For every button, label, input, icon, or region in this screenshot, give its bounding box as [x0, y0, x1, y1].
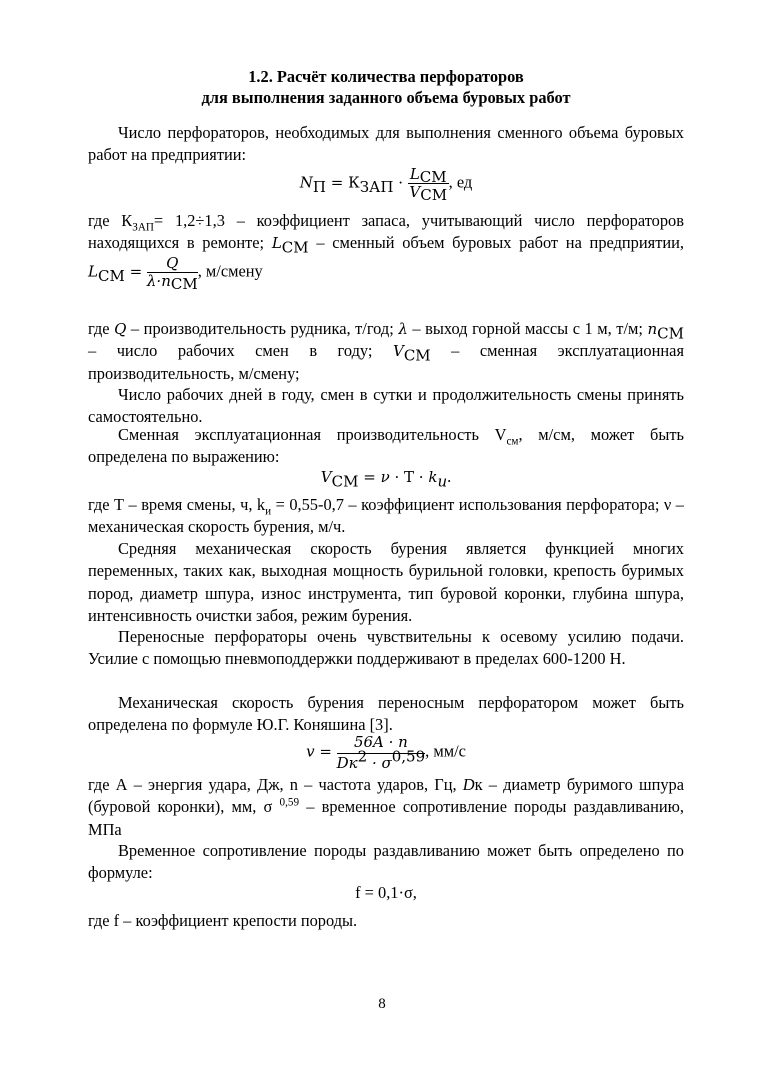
- paragraph-hardness-definition: где f – коэффициент крепости породы.: [88, 911, 358, 930]
- formula-shift-productivity: $V_{СМ} = \nu \cdot Т \cdot k_и$.: [320, 467, 452, 491]
- paragraph-shift-productivity: Сменная эксплуатационная производительность $V_{см}$, м/см, может быть определена по выражению:: [88, 425, 684, 467]
- section-title-line-2: для выполнения заданного объема буровых работ: [201, 88, 571, 107]
- paragraph-reserve-coefficient: где $К_{ЗАП}= 1,2\div 1,3$ – коэффициент запаса, учитывающий число перфораторов находящихся в ремонте; $L_{СМ}$ – сменный объем буровых работ на предприятии, $L_{СМ}$ = $\frac{Q}{\lambda\cdot n_{СМ}}$ , м/смену: [88, 211, 684, 294]
- formula-fraction-l-over-v: $\frac{L_{СМ}}{V_{СМ}}$: [409, 165, 448, 205]
- formula-hardness-coefficient: f = 0,1·σ,: [355, 883, 417, 902]
- paragraph-drilling-speed-factors: Средняя механическая скорость бурения является функцией многих переменных, таких как, выходная мощность бурильной головки, крепость буримых пород, диаметр шпура, износ инструмента, тип буровой коронки, глубина шпура, интенсивность очистки забоя, режим бурения.: [88, 539, 684, 626]
- paragraph-konyashin-formula-intro: Механическая скорость бурения переносным перфоратором может быть определена по формуле Ю.Г. Коняшина [3].: [88, 693, 684, 735]
- paragraph-variable-definitions: где Q – производительность рудника, т/год; λ – выход горной массы с 1 м, т/м; $n_{СМ}$ – число рабочих смен в году; $V_{СМ}$ – сменная эксплуатационная производительность, м/смену;: [88, 319, 684, 383]
- paragraph-utilization-coefficient: где Т – время смены, ч, $k_и = 0,55-0,7$ – коэффициент использования перфоратора; ν – механическая скорость бурения, м/ч.: [88, 495, 684, 537]
- formula-drilling-speed: v = $\frac{56A \cdot n}{Dк^2 \cdot \sigma^{0,59}}$ , мм/с: [306, 733, 466, 772]
- paragraph-intro: Число перфораторов, необходимых для выполнения сменного объема буровых работ на предприятии:: [88, 123, 684, 165]
- formula-fraction-q-over-n: $\frac{Q}{\lambda\cdot n_{СМ}}$: [146, 253, 198, 294]
- formula-number-of-drills: $N_П = К_{ЗАП}$ · $\frac{L_{СМ}}{V_{СМ}}$ , ед: [299, 165, 473, 205]
- paragraph-compressive-strength: Временное сопротивление породы раздавливанию может быть определено по формуле:: [88, 841, 684, 883]
- section-title: [88, 66, 684, 108]
- paragraph-feed-force: Переносные перфораторы очень чувствительны к осевому усилию подачи. Усилие с помощью пневмоподдержки поддерживают в пределах 600-1200 Н.: [88, 627, 684, 669]
- section-title-line-1: 1.2. Расчёт количества перфораторов: [248, 67, 524, 86]
- paragraph-working-days: Число рабочих дней в году, смен в сутки и продолжительность смены принять самостоятельно.: [88, 385, 684, 427]
- page-number: 8: [378, 996, 386, 1012]
- formula-fraction-energy-over-diameter: $\frac{56A \cdot n}{Dк^2 \cdot \sigma^{0,59}}$: [336, 733, 426, 772]
- paragraph-impact-energy-definitions: где А – энергия удара, Дж, n – частота ударов, Гц, Dк – диаметр буримого шпура (буровой коронки), мм, σ $^{0,59}$ – временное сопротивление породы раздавливанию, МПа: [88, 775, 685, 839]
